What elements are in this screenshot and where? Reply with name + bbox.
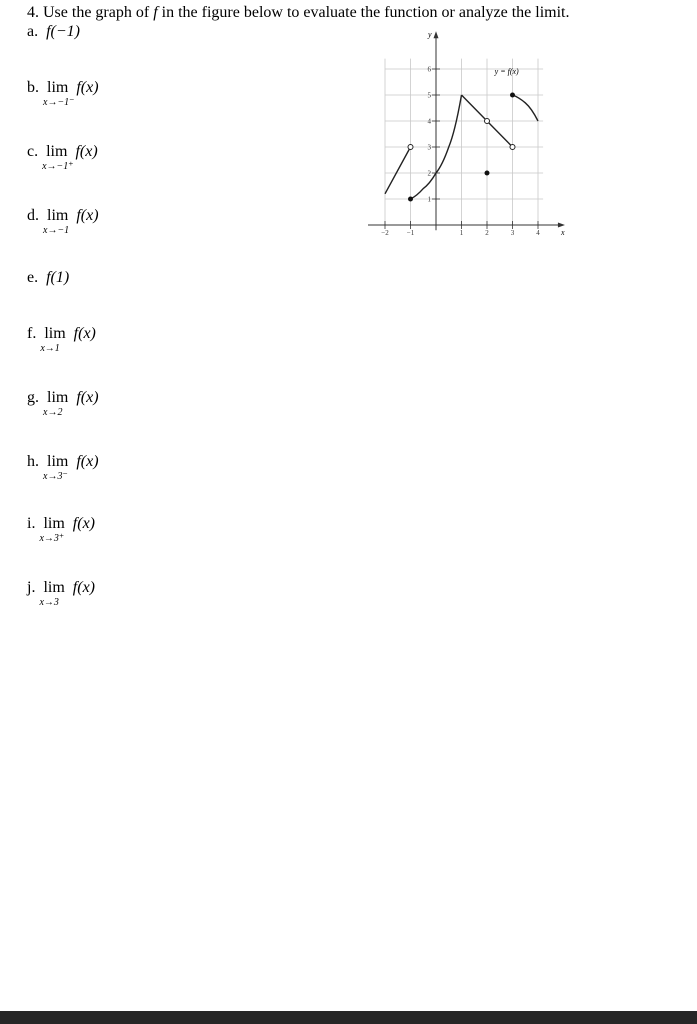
open-point xyxy=(485,119,490,124)
bottom-bar xyxy=(0,1011,697,1024)
limit-operator xyxy=(43,78,75,108)
chart-title: y = f(x) xyxy=(494,67,519,77)
function-graph xyxy=(368,28,580,238)
y-tick-label: 2 xyxy=(427,169,431,178)
item-j xyxy=(27,578,95,608)
x-tick-label: 4 xyxy=(536,229,540,237)
question-function-name: f xyxy=(153,4,158,21)
limit-subscript: x→−1 xyxy=(43,225,70,236)
y-tick-label: 4 xyxy=(427,117,431,126)
item-expression: f(x) xyxy=(72,515,95,532)
item-d xyxy=(27,206,99,236)
limit-operator xyxy=(43,206,70,236)
limit-word: lim xyxy=(47,207,69,224)
item-g xyxy=(27,388,99,418)
limit-subscript: x→1 xyxy=(40,343,60,354)
item-expression: f(x) xyxy=(75,143,98,160)
x-tick-label: −2 xyxy=(381,229,389,237)
item-expression: f(1) xyxy=(46,269,70,286)
item-c xyxy=(27,142,98,172)
limit-subscript: x→3⁺ xyxy=(39,533,65,544)
open-point xyxy=(510,145,515,150)
item-expression: f(−1) xyxy=(46,23,81,40)
item-label: h. xyxy=(27,453,39,470)
x-tick-label: 1 xyxy=(459,229,464,237)
item-label: f. xyxy=(27,325,37,342)
limit-word: lim xyxy=(44,325,66,342)
question-number: 4. xyxy=(27,4,39,21)
limit-operator xyxy=(42,142,74,172)
item-label: e. xyxy=(27,269,39,286)
item-f xyxy=(27,324,96,354)
closed-point xyxy=(408,197,413,202)
limit-subscript: x→2 xyxy=(43,407,63,418)
y-tick-label: 5 xyxy=(427,91,431,100)
item-h xyxy=(27,452,99,482)
isolated-point xyxy=(485,171,490,176)
axes xyxy=(368,31,565,230)
item-expression: f(x) xyxy=(76,207,99,224)
y-tick-label: 3 xyxy=(427,143,431,152)
item-e xyxy=(27,268,69,288)
question-text-after: in the figure below to evaluate the function or analyze the limit. xyxy=(157,4,570,21)
item-label: c. xyxy=(27,143,39,160)
item-expression: f(x) xyxy=(76,453,99,470)
y-axis-arrow xyxy=(434,31,439,38)
limit-word: lim xyxy=(43,515,65,532)
item-label: b. xyxy=(27,79,39,96)
limit-operator xyxy=(43,388,69,418)
x-tick-label: 3 xyxy=(510,229,515,237)
limit-operator xyxy=(39,514,65,544)
x-axis-arrow xyxy=(558,223,565,228)
y-axis-label: y xyxy=(428,30,432,40)
item-label: i. xyxy=(27,515,36,532)
item-expression: f(x) xyxy=(72,579,95,596)
limit-subscript: x→3⁻ xyxy=(43,471,68,482)
question-prompt xyxy=(27,3,570,23)
limit-word: lim xyxy=(43,579,65,596)
y-tick-label: 6 xyxy=(427,65,431,74)
limit-operator xyxy=(43,452,69,482)
limit-subscript: x→−1⁺ xyxy=(42,161,74,172)
limit-subscript: x→3 xyxy=(39,597,59,608)
limit-word: lim xyxy=(47,453,69,470)
x-axis-label: x xyxy=(560,228,565,237)
item-a xyxy=(27,22,80,42)
item-i xyxy=(27,514,95,544)
y-tick-label: 1 xyxy=(427,195,431,204)
curve-left-line xyxy=(385,147,411,194)
tick-labels xyxy=(381,66,540,238)
limit-operator xyxy=(40,324,66,354)
item-expression: f(x) xyxy=(73,325,96,342)
limit-word: lim xyxy=(47,389,69,406)
limit-word: lim xyxy=(46,143,68,160)
item-label: j. xyxy=(27,579,36,596)
limit-word: lim xyxy=(47,79,69,96)
open-point xyxy=(408,145,413,150)
x-tick-label: 2 xyxy=(485,229,489,237)
closed-point xyxy=(510,93,515,98)
item-label: d. xyxy=(27,207,39,224)
x-tick-label: −1 xyxy=(406,229,415,237)
item-label: a. xyxy=(27,23,39,40)
item-label: g. xyxy=(27,389,39,406)
item-b xyxy=(27,78,99,108)
item-expression: f(x) xyxy=(76,389,99,406)
item-expression: f(x) xyxy=(76,79,99,96)
curve-right-curve xyxy=(513,95,539,121)
limit-subscript: x→−1⁻ xyxy=(43,97,75,108)
question-text-before: Use the graph of xyxy=(39,4,154,21)
limit-operator xyxy=(39,578,65,608)
